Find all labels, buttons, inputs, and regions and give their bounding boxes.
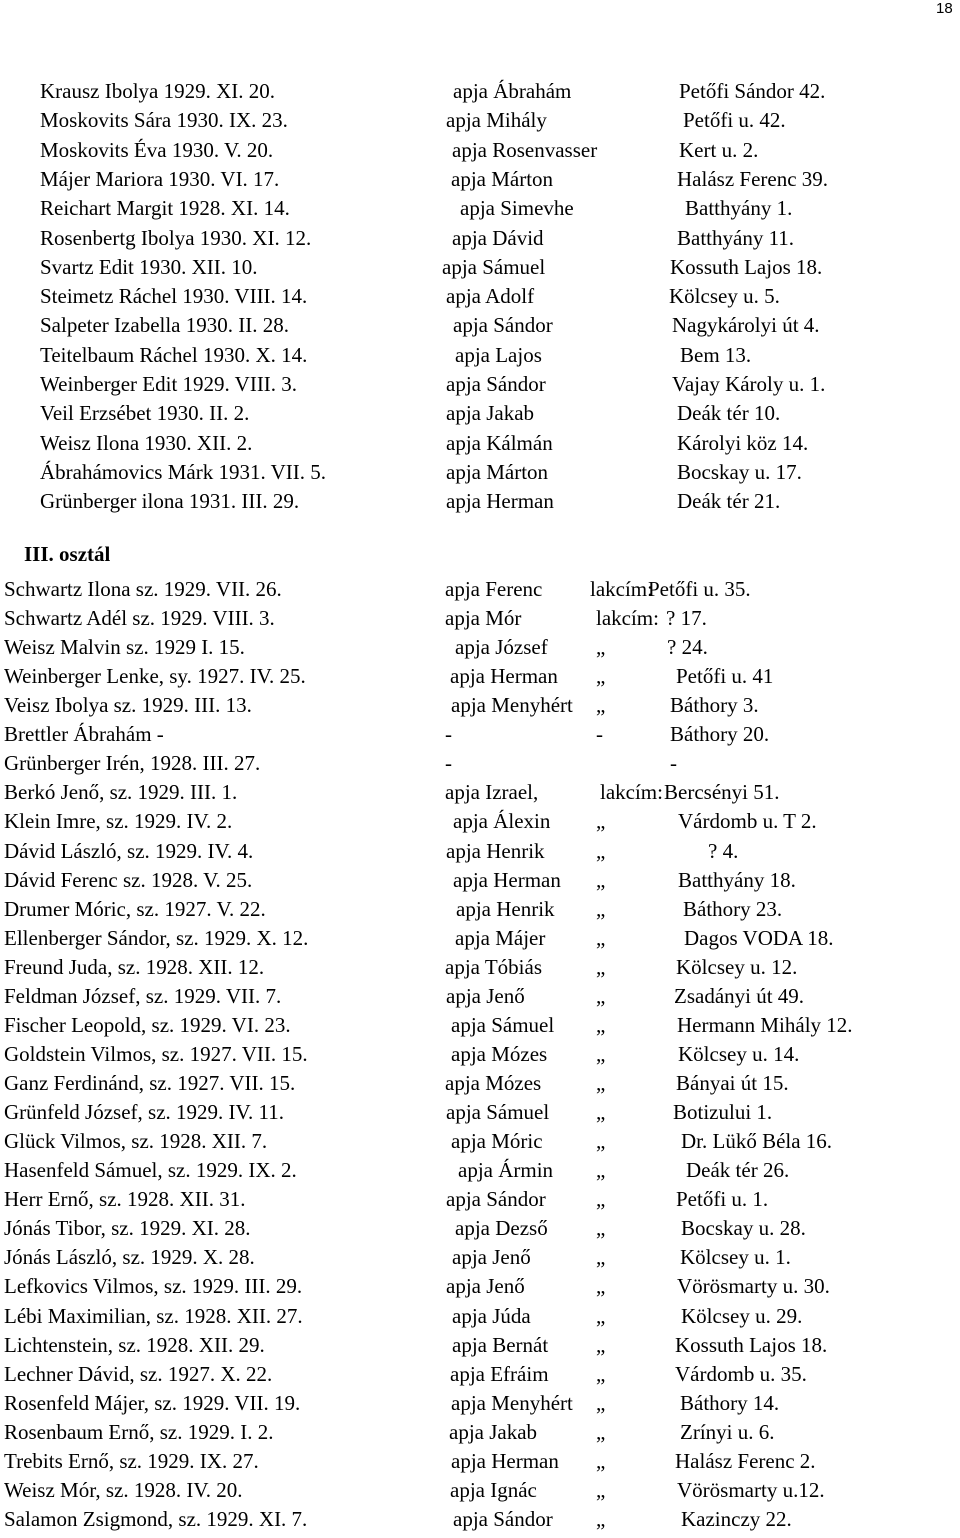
father-name: apja Rosenvasser	[452, 137, 598, 162]
list-item	[0, 429, 960, 458]
list-item	[0, 720, 960, 749]
address-label: lakcím:	[600, 780, 663, 805]
student-name-date: Rosenbertg Ibolya 1930. XI. 12.	[40, 225, 312, 250]
address: Bercsényi 51.	[664, 780, 780, 805]
address: Báthory 23.	[683, 896, 783, 921]
list-item	[0, 106, 960, 135]
address: Deák tér 10.	[677, 401, 781, 426]
address-label: „	[596, 896, 606, 921]
address-label: „	[596, 1477, 606, 1502]
address: Petőfi u. 42.	[683, 108, 786, 133]
student-name-date: Schwartz Ilona sz. 1929. VII. 26.	[4, 577, 282, 601]
student-name-date: Moskovits Éva 1930. V. 20.	[40, 137, 274, 162]
student-name-date: Weinberger Lenke, sy. 1927. IV. 25.	[4, 664, 306, 689]
address: Batthyány 18.	[678, 867, 796, 892]
father-name: apja Jenő	[452, 1245, 531, 1270]
student-name-date: Ellenberger Sándor, sz. 1929. X. 12.	[4, 925, 309, 950]
father-name: apja Adolf	[446, 284, 535, 309]
address-label: „	[596, 954, 606, 979]
address: Vajay Károly u. 1.	[672, 372, 826, 396]
address-label: „	[596, 693, 606, 718]
address: Bocskay u. 17.	[677, 459, 802, 484]
father-name: apja Májer	[455, 925, 546, 950]
address: Kazinczy 22.	[681, 1506, 792, 1531]
list-item	[0, 982, 960, 1011]
list-item	[0, 399, 960, 428]
student-name-date: Svartz Edit 1930. XII. 10.	[40, 254, 258, 279]
father-name: apja Herman	[451, 1448, 559, 1473]
address-label: „	[596, 1448, 606, 1473]
address-label: „	[596, 635, 606, 660]
address: Báthory 20.	[670, 722, 770, 747]
address: -	[670, 751, 677, 776]
father-name: apja Herman	[450, 664, 558, 689]
father-name: apja Dávid	[452, 225, 544, 250]
father-name: apja Sámuel	[451, 1012, 555, 1037]
student-name-date: Grünfeld József, sz. 1929. IV. 11.	[4, 1100, 284, 1125]
list-item	[0, 253, 960, 282]
list-item	[0, 1302, 960, 1331]
student-name-date: Lefkovics Vilmos, sz. 1929. III. 29.	[4, 1274, 303, 1299]
address-label: „	[596, 867, 606, 892]
father-name: apja Ferenc	[445, 577, 543, 601]
address: Várdomb u. 35.	[675, 1361, 807, 1386]
father-name: apja Sándor	[453, 1506, 553, 1531]
address-label: „	[596, 1071, 606, 1096]
address: Dagos VODA 18.	[684, 925, 834, 950]
student-name-date: Glück Vilmos, sz. 1928. XII. 7.	[4, 1129, 268, 1154]
list-item	[0, 633, 960, 662]
father-name: apja Izrael,	[445, 780, 539, 805]
list-item	[0, 1127, 960, 1156]
student-name-date: Drumer Móric, sz. 1927. V. 22.	[4, 896, 266, 921]
student-name-date: Jónás László, sz. 1929. X. 28.	[4, 1245, 255, 1270]
father-name: apja Ábrahám	[453, 79, 572, 103]
address: Nagykárolyi út 4.	[672, 313, 820, 338]
address: Kölcsey u. 12.	[676, 954, 798, 979]
list-item	[0, 1098, 960, 1127]
student-name-date: Berkó Jenő, sz. 1929. III. 1.	[4, 780, 238, 805]
address: Batthyány 11.	[677, 225, 795, 250]
student-name-date: Weinberger Edit 1929. VIII. 3.	[40, 372, 298, 396]
address: Báthory 14.	[680, 1390, 780, 1415]
address-label: „	[596, 1303, 606, 1328]
address: ? 24.	[667, 635, 708, 660]
student-name-date: Weisz Malvin sz. 1929 I. 15.	[4, 635, 245, 660]
address: Várdomb u. T 2.	[678, 809, 817, 834]
father-name: apja Jakab	[449, 1419, 538, 1444]
address-label: „	[596, 983, 606, 1008]
address: Kert u. 2.	[679, 137, 759, 162]
father-name: apja Henrik	[446, 838, 545, 863]
address: Károlyi köz 14.	[677, 430, 809, 455]
list-item	[0, 1447, 960, 1476]
address: Kölcsey u. 1.	[680, 1245, 791, 1270]
address: Bem 13.	[680, 342, 752, 367]
address-label: „	[596, 1245, 606, 1270]
student-name-date: Salpeter Izabella 1930. II. 28.	[40, 313, 289, 338]
address-label: „	[596, 925, 606, 950]
father-name: apja Sándor	[446, 1187, 546, 1212]
address-label: „	[596, 664, 606, 689]
address: Petőfi Sándor 42.	[679, 79, 826, 103]
student-name-date: Reichart Margit 1928. XI. 14.	[40, 196, 290, 221]
address-label: „	[596, 1041, 606, 1066]
address-label: „	[596, 1506, 606, 1531]
address-label: „	[596, 1390, 606, 1415]
list-item	[0, 136, 960, 165]
father-name: apja Móric	[451, 1129, 543, 1154]
student-name-date: Weisz Ilona 1930. XII. 2.	[40, 430, 253, 455]
father-name: apja Jenő	[446, 1274, 525, 1299]
list-item	[0, 1331, 960, 1360]
father-name: apja Sámuel	[442, 254, 546, 279]
address-label: „	[596, 1216, 606, 1241]
student-name-date: Dávid Ferenc sz. 1928. V. 25.	[4, 867, 253, 892]
list-item	[0, 1243, 960, 1272]
list-item	[0, 895, 960, 924]
address: Zrínyi u. 6.	[680, 1419, 775, 1444]
student-name-date: Goldstein Vilmos, sz. 1927. VII. 15.	[4, 1041, 308, 1066]
father-name: apja Ármin	[458, 1158, 554, 1183]
student-name-date: Ganz Ferdinánd, sz. 1927. VII. 15.	[4, 1071, 296, 1096]
list-item	[0, 604, 960, 633]
father-name: apja Lajos	[455, 342, 542, 367]
student-name-date: Ábrahámovics Márk 1931. VII. 5.	[40, 459, 326, 484]
address: Kossuth Lajos 18.	[675, 1332, 828, 1357]
father-name: apja Simevhe	[460, 196, 574, 221]
address: Kossuth Lajos 18.	[670, 254, 823, 279]
father-name: apja Ignác	[450, 1477, 537, 1502]
list-item	[0, 1040, 960, 1069]
address-label: „	[596, 1158, 606, 1183]
list-item	[0, 1418, 960, 1447]
address: Petőfi u. 1.	[676, 1187, 769, 1212]
address: Dr. Lükő Béla 16.	[681, 1129, 833, 1154]
student-name-date: Brettler Ábrahám -	[4, 722, 164, 747]
student-name-date: Feldman József, sz. 1929. VII. 7.	[4, 983, 282, 1008]
father-name: apja Mózes	[451, 1041, 548, 1066]
address: Halász Ferenc 39.	[677, 166, 829, 191]
list-item	[0, 224, 960, 253]
list-item	[0, 282, 960, 311]
list-item	[0, 749, 960, 778]
father-name: apja Júda	[452, 1303, 531, 1328]
address: Vörösmarty u.12.	[677, 1477, 825, 1502]
address: Petőfi u. 35.	[648, 577, 751, 601]
student-name-date: Weisz Mór, sz. 1928. IV. 20.	[4, 1477, 243, 1502]
father-name: apja Henrik	[456, 896, 555, 921]
address-label: „	[596, 1012, 606, 1037]
address: Botizului 1.	[673, 1100, 773, 1125]
list-item	[0, 866, 960, 895]
address-label: „	[596, 1332, 606, 1357]
student-name-date: Grünberger Irén, 1928. III. 27.	[4, 751, 261, 776]
student-name-date: Moskovits Sára 1930. IX. 23.	[40, 108, 288, 133]
list-item	[0, 311, 960, 340]
list-item	[0, 1389, 960, 1418]
student-name-date: Freund Juda, sz. 1928. XII. 12.	[4, 954, 265, 979]
father-name: apja József	[455, 635, 548, 660]
list-item	[0, 1360, 960, 1389]
address-label: „	[596, 1187, 606, 1212]
father-name: apja Mór	[445, 606, 522, 631]
student-name-date: Májer Mariora 1930. VI. 17.	[40, 166, 280, 191]
father-name: apja Sándor	[453, 313, 553, 338]
student-name-date: Herr Ernő, sz. 1928. XII. 31.	[4, 1187, 246, 1212]
student-name-date: Lichtenstein, sz. 1928. XII. 29.	[4, 1332, 265, 1357]
section-heading: III. osztál	[24, 542, 111, 566]
address: Bányai út 15.	[676, 1071, 789, 1096]
father-name: apja Jakab	[446, 401, 535, 426]
father-name: apja Jenő	[446, 983, 525, 1008]
list-item	[0, 778, 960, 807]
list-item	[0, 194, 960, 223]
father-name: apja Mózes	[445, 1071, 542, 1096]
father-name: -	[445, 751, 452, 776]
list-item	[0, 165, 960, 194]
student-name-date: Rosenbaum Ernő, sz. 1929. I. 2.	[4, 1419, 274, 1444]
address-label: lakcím:	[596, 606, 659, 631]
address-label: „	[596, 1419, 606, 1444]
address-label: „	[596, 1129, 606, 1154]
address-label: lakcím:	[590, 577, 653, 601]
address-label: -	[596, 722, 603, 747]
student-name-date: Hasenfeld Sámuel, sz. 1929. IX. 2.	[4, 1158, 297, 1183]
address: Kölcsey u. 14.	[678, 1041, 800, 1066]
father-name: apja Menyhért	[451, 1390, 573, 1415]
list-item	[0, 370, 960, 399]
student-name-date: Rosenfeld Májer, sz. 1929. VII. 19.	[4, 1390, 301, 1415]
address: Kölcsey u. 5.	[669, 284, 780, 309]
address: Batthyány 1.	[685, 196, 793, 221]
address: Báthory 3.	[670, 693, 759, 718]
list-item	[0, 662, 960, 691]
list-item	[0, 458, 960, 487]
student-name-date: Teitelbaum Ráchel 1930. X. 14.	[40, 342, 308, 367]
father-name: apja Márton	[446, 459, 549, 484]
student-name-date: Fischer Leopold, sz. 1929. VI. 23.	[4, 1012, 291, 1037]
list-item	[0, 953, 960, 982]
father-name: apja Herman	[453, 867, 561, 892]
student-name-date: Schwartz Adél sz. 1929. VIII. 3.	[4, 606, 275, 631]
father-name: apja Mihály	[446, 108, 547, 133]
student-name-date: Grünberger ilona 1931. III. 29.	[40, 489, 300, 514]
list-item	[0, 837, 960, 866]
address: Deák tér 21.	[677, 489, 781, 514]
father-name: apja Kálmán	[446, 430, 553, 455]
student-name-date: Salamon Zsigmond, sz. 1929. XI. 7.	[4, 1506, 308, 1531]
father-name: apja Bernát	[452, 1332, 549, 1357]
father-name: apja Sámuel	[446, 1100, 550, 1125]
list-item	[0, 807, 960, 836]
list-item	[0, 1069, 960, 1098]
address: Hermann Mihály 12.	[677, 1012, 853, 1037]
student-name-date: Dávid László, sz. 1929. IV. 4.	[4, 838, 254, 863]
list-item	[0, 1272, 960, 1301]
father-name: apja Herman	[446, 489, 554, 514]
father-name: apja Márton	[451, 166, 554, 191]
father-name: apja Sándor	[446, 372, 546, 396]
address: Bocskay u. 28.	[681, 1216, 806, 1241]
list-item	[0, 77, 960, 106]
address-label: „	[596, 809, 606, 834]
list-item	[0, 1156, 960, 1185]
father-name: apja Álexin	[453, 809, 551, 834]
list-item	[0, 1214, 960, 1243]
student-name-date: Jónás Tibor, sz. 1929. XI. 28.	[4, 1216, 251, 1241]
father-name: -	[445, 722, 452, 747]
father-name: apja Dezső	[455, 1216, 548, 1241]
student-name-date: Veisz Ibolya sz. 1929. III. 13.	[4, 693, 252, 718]
student-name-date: Krausz Ibolya 1929. XI. 20.	[40, 79, 276, 103]
address: Petőfi u. 41	[676, 664, 774, 689]
list-item	[0, 1011, 960, 1040]
address: Deák tér 26.	[686, 1158, 790, 1183]
student-name-date: Klein Imre, sz. 1929. IV. 2.	[4, 809, 233, 834]
list-item	[0, 487, 960, 516]
list-item	[0, 575, 960, 604]
list-item	[0, 1476, 960, 1505]
student-name-date: Lébi Maximilian, sz. 1928. XII. 27.	[4, 1303, 303, 1328]
student-name-date: Trebits Ernő, sz. 1929. IX. 27.	[4, 1448, 259, 1473]
student-name-date: Lechner Dávid, sz. 1927. X. 22.	[4, 1361, 273, 1386]
list-item	[0, 924, 960, 953]
address: Halász Ferenc 2.	[675, 1448, 816, 1473]
address-label: „	[596, 1274, 606, 1299]
list-item	[0, 691, 960, 720]
address: ? 17.	[666, 606, 707, 631]
address-label: „	[596, 1361, 606, 1386]
page-number: 18	[936, 0, 953, 17]
father-name: apja Efráim	[450, 1361, 549, 1386]
list-item	[0, 341, 960, 370]
address-label: „	[596, 1100, 606, 1125]
address-label: „	[596, 838, 606, 863]
list-item	[0, 1185, 960, 1214]
address: Zsadányi út 49.	[674, 983, 805, 1008]
list-item	[0, 1505, 960, 1534]
student-name-date: Veil Erzsébet 1930. II. 2.	[40, 401, 250, 426]
father-name: apja Menyhért	[451, 693, 573, 718]
father-name: apja Tóbiás	[445, 954, 543, 979]
address: Vörösmarty u. 30.	[677, 1274, 830, 1299]
address: Kölcsey u. 29.	[681, 1303, 803, 1328]
student-name-date: Steimetz Ráchel 1930. VIII. 14.	[40, 284, 308, 309]
address: ? 4.	[708, 838, 739, 863]
